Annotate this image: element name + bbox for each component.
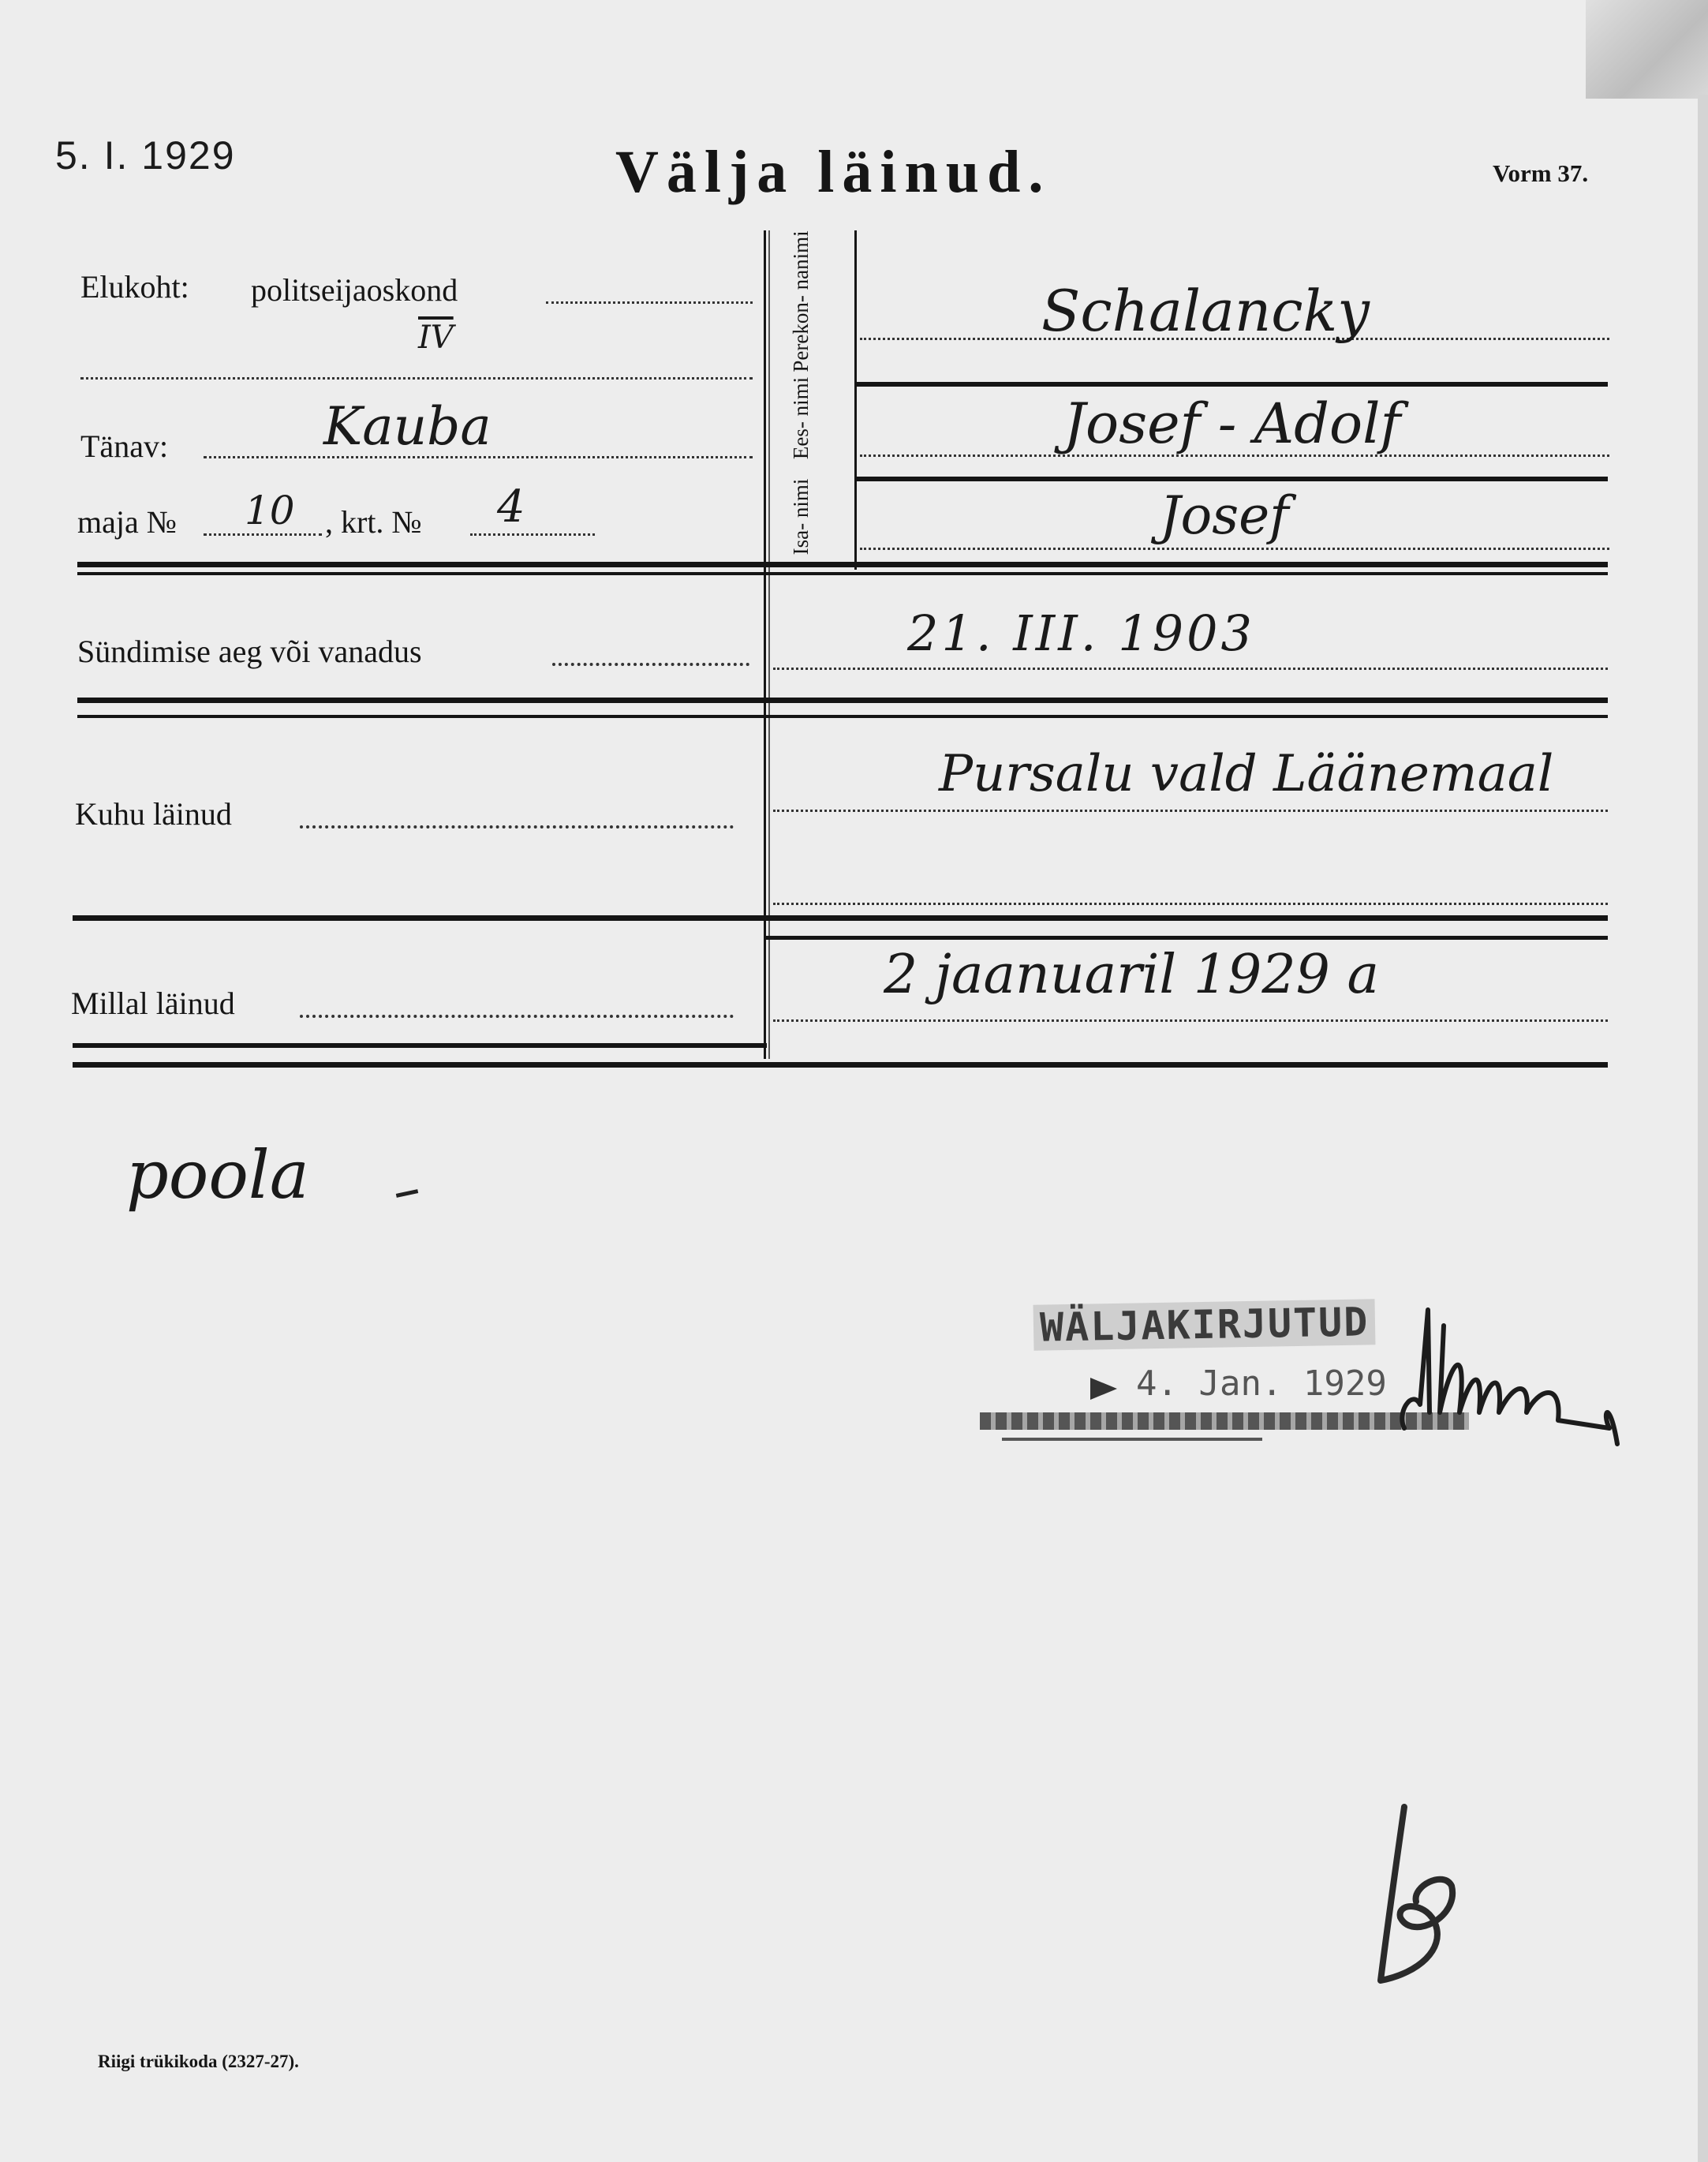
surname-value: Schalancky [1041, 278, 1370, 344]
residence-value: politseijaoskond [251, 272, 458, 308]
father-name-label: Isa- nimi [789, 478, 813, 555]
rule-first-name-bottom [854, 477, 1608, 481]
apartment-dotted-line [470, 533, 595, 536]
birth-value: 21. III. 1903 [907, 604, 1255, 662]
name-label-divider [854, 230, 857, 570]
house-dotted-line [204, 533, 322, 536]
registry-stamp-date: 4. Jan. 1929 [1136, 1363, 1387, 1404]
apartment-label: , krt. № [325, 504, 422, 540]
column-divider-left [764, 230, 766, 1059]
stamp-underline [1002, 1438, 1262, 1441]
form-title: Välja läinud. [615, 139, 1052, 205]
destination-dotted-line-right [773, 810, 1608, 812]
first-name-label: Ees- nimi [789, 376, 813, 460]
column-divider-right [768, 230, 770, 1059]
rule-destination-bottom-b [765, 936, 1608, 940]
paper-corner [1586, 0, 1708, 99]
remark-note: poola [126, 1136, 309, 1214]
house-value: 10 [245, 488, 295, 533]
destination-dotted-line-left [300, 825, 734, 829]
paper-right-edge [1698, 95, 1708, 2162]
departure-dotted-line-left [300, 1015, 734, 1018]
form-number: Vorm 37. [1493, 159, 1589, 187]
street-value: Kauba [323, 396, 491, 457]
birth-dotted-line-right [773, 668, 1608, 670]
departure-dotted-line-right [773, 1019, 1608, 1022]
father-name-dotted-line [860, 548, 1609, 550]
printer-imprint: Riigi trükikoda (2327-27). [98, 2052, 299, 2071]
destination-dotted-line-right-2 [773, 903, 1608, 905]
residence-label: Elukoht: [80, 269, 189, 305]
signature [1373, 1294, 1625, 1468]
date-stamp: 5. I. 1929 [55, 133, 236, 178]
district-number: $\overline{IV}$ [418, 320, 454, 356]
rule-surname-bottom [854, 382, 1608, 387]
rule-residence-bottom-b [77, 572, 1608, 575]
apartment-value: 4 [497, 481, 525, 533]
registry-stamp-title: WÄLJAKIRJUTUD [1033, 1299, 1376, 1351]
departure-value: 2 jaanuaril 1929 a [884, 944, 1380, 1006]
rule-birth-bottom-b [77, 715, 1608, 718]
destination-value: Pursalu vald Läänemaal [939, 745, 1554, 803]
rule-departure-bottom [73, 1062, 1608, 1068]
rule-birth-bottom [77, 698, 1608, 703]
rule-residence-bottom [77, 562, 1608, 567]
initial-mark [1357, 1799, 1483, 1988]
residence-dotted-line [546, 301, 753, 304]
house-label: maja № [77, 504, 177, 540]
destination-label: Kuhu läinud [75, 796, 232, 832]
residence-dotted-line-2 [80, 377, 753, 380]
birth-label: Sündimise aeg või vanadus [77, 634, 422, 669]
remark-dash [396, 1189, 418, 1198]
surname-label: Perekon- nanimi [789, 230, 813, 372]
first-name-value: Josef - Adolf [1063, 391, 1401, 456]
street-label: Tänav: [80, 428, 169, 464]
birth-dotted-line-left [552, 663, 749, 666]
stamp-arrow-icon [1090, 1378, 1117, 1400]
rule-departure-top-left [73, 1043, 767, 1048]
departure-label: Millal läinud [71, 986, 235, 1021]
father-name-value: Josef [1160, 485, 1289, 546]
rule-destination-bottom [73, 915, 1608, 921]
